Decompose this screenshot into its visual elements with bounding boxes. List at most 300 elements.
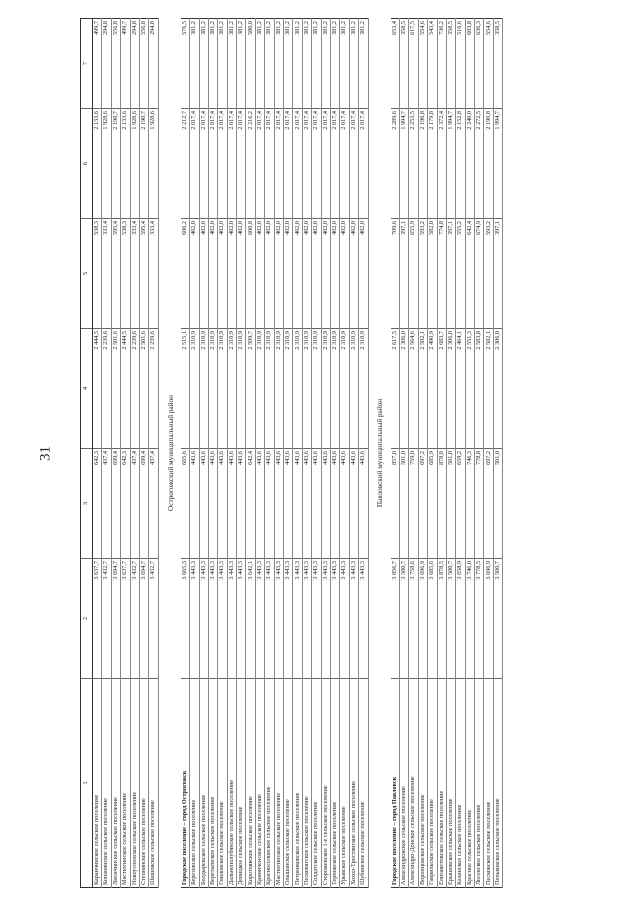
value-cell: 2 502,1 bbox=[484, 328, 492, 448]
table-row bbox=[237, 18, 246, 888]
value-cell: 3 443,3 bbox=[265, 558, 273, 678]
value-cell: 2 017,4 bbox=[218, 108, 226, 218]
table-row bbox=[494, 18, 503, 888]
settlement-name-cell: Шишовское сельское поселение bbox=[149, 678, 157, 888]
value-cell: 2 617,5 bbox=[391, 328, 399, 448]
value-cell: 617,5 bbox=[409, 18, 417, 108]
table-row bbox=[181, 18, 190, 888]
value-cell: 3 878,5 bbox=[438, 558, 446, 678]
column-header: 4 bbox=[81, 328, 92, 448]
value-cell: 699,4 bbox=[112, 448, 120, 558]
value-cell: 381,2 bbox=[209, 18, 217, 108]
value-cell: 2 017,4 bbox=[209, 108, 217, 218]
value-cell: 653,4 bbox=[391, 18, 399, 108]
value-cell: 3 500,7 bbox=[494, 558, 502, 678]
value-cell: 2 306,0 bbox=[447, 328, 455, 448]
settlement-name-cell: Мастюгинское сельское поселение bbox=[121, 678, 129, 888]
value-cell: 402,0 bbox=[200, 218, 208, 328]
table-row bbox=[312, 18, 321, 888]
value-cell: 2 272,5 bbox=[475, 108, 483, 218]
table-row bbox=[331, 18, 340, 888]
value-cell: 580,0 bbox=[246, 18, 254, 108]
value-cell: 294,8 bbox=[102, 18, 110, 108]
value-cell: 443,6 bbox=[293, 448, 301, 558]
value-cell: 2 310,9 bbox=[237, 328, 245, 448]
value-cell: 333,4 bbox=[131, 218, 139, 328]
value-cell: 2 179,8 bbox=[428, 108, 436, 218]
value-cell: 381,2 bbox=[350, 18, 358, 108]
value-cell: 2 017,4 bbox=[312, 108, 320, 218]
value-cell: 397,1 bbox=[400, 218, 408, 328]
value-cell: 3 443,3 bbox=[228, 558, 236, 678]
rotated-table-container bbox=[80, 18, 600, 888]
value-cell: 2 583,8 bbox=[475, 328, 483, 448]
value-cell: 2 502,1 bbox=[419, 328, 427, 448]
value-cell: 554,6 bbox=[419, 18, 427, 108]
value-cell: 2 310,9 bbox=[359, 328, 367, 448]
value-cell: 443,6 bbox=[340, 448, 348, 558]
value-cell: 443,6 bbox=[209, 448, 217, 558]
value-cell: 3 758,6 bbox=[409, 558, 417, 678]
table-row bbox=[293, 18, 302, 888]
value-cell: 443,6 bbox=[275, 448, 283, 558]
value-cell: 397,1 bbox=[447, 218, 455, 328]
value-cell: 2 310,9 bbox=[293, 328, 301, 448]
value-cell: 878,8 bbox=[438, 448, 446, 558]
value-cell: 402,0 bbox=[209, 218, 217, 328]
value-cell: 3 500,7 bbox=[447, 558, 455, 678]
settlement-name-cell: Пеньковское сельское поселение bbox=[494, 678, 502, 888]
value-cell: 685,9 bbox=[428, 448, 436, 558]
value-cell: 642,3 bbox=[121, 448, 129, 558]
value-cell: 381,2 bbox=[265, 18, 273, 108]
value-cell: 2 306,0 bbox=[494, 328, 502, 448]
value-cell: 556,8 bbox=[112, 18, 120, 108]
table-row bbox=[228, 18, 237, 888]
table-row bbox=[391, 18, 400, 888]
table-row bbox=[275, 18, 284, 888]
table-row bbox=[93, 18, 102, 888]
table-row bbox=[112, 18, 121, 888]
table-row bbox=[218, 18, 227, 888]
value-cell: 2 310,9 bbox=[350, 328, 358, 448]
value-cell: 2 017,4 bbox=[350, 108, 358, 218]
value-cell: 3 696,9 bbox=[484, 558, 492, 678]
settlement-name-cell: Дальнеполубянское сельское поселение bbox=[228, 678, 236, 888]
table-row bbox=[256, 18, 265, 888]
table-row bbox=[140, 18, 149, 888]
settlement-name-cell: Воронцовское сельское поселение bbox=[419, 678, 427, 888]
value-cell: 437,4 bbox=[102, 448, 110, 558]
table-row bbox=[428, 18, 437, 888]
value-cell: 665,6 bbox=[181, 448, 189, 558]
value-cell: 402,0 bbox=[190, 218, 198, 328]
value-cell: 642,4 bbox=[246, 448, 254, 558]
value-cell: 3 685,6 bbox=[428, 558, 436, 678]
value-cell: 554,6 bbox=[484, 18, 492, 108]
value-cell: 1 994,7 bbox=[447, 108, 455, 218]
value-cell: 381,2 bbox=[190, 18, 198, 108]
column-header: 3 bbox=[81, 448, 92, 558]
block-ostrogozhsk bbox=[181, 18, 369, 888]
value-cell: 2 490,9 bbox=[428, 328, 436, 448]
settlement-name-cell: Степнянское сельское поселение bbox=[140, 678, 148, 888]
value-cell: 3 856,7 bbox=[391, 558, 399, 678]
value-cell: 595,4 bbox=[140, 218, 148, 328]
value-cell: 636,3 bbox=[475, 18, 483, 108]
settlement-name-cell: Девицкое сельское поселение bbox=[237, 678, 245, 888]
value-cell: 3 443,3 bbox=[312, 558, 320, 678]
value-cell: 3 642,1 bbox=[246, 558, 254, 678]
value-cell: 443,6 bbox=[303, 448, 311, 558]
value-cell: 556,8 bbox=[140, 18, 148, 108]
settlement-name-cell: Александро-Донское сельское поселение bbox=[409, 678, 417, 888]
table-row bbox=[102, 18, 111, 888]
value-cell: 2 310,9 bbox=[284, 328, 292, 448]
value-cell: 3 500,7 bbox=[400, 558, 408, 678]
value-cell: 397,1 bbox=[494, 218, 502, 328]
value-cell: 2 310,9 bbox=[303, 328, 311, 448]
value-cell: 2 464,1 bbox=[456, 328, 464, 448]
value-cell: 1 994,7 bbox=[494, 108, 502, 218]
value-cell: 2 017,4 bbox=[256, 108, 264, 218]
settlement-name-cell: Терновское сельское поселение bbox=[331, 678, 339, 888]
value-cell: 3 637,7 bbox=[93, 558, 101, 678]
value-cell: 499,7 bbox=[93, 18, 101, 108]
value-cell: 3 443,3 bbox=[190, 558, 198, 678]
value-cell: 699,4 bbox=[140, 448, 148, 558]
value-cell: 402,0 bbox=[303, 218, 311, 328]
value-cell: 2 190,8 bbox=[484, 108, 492, 218]
settlement-name-cell: Гаврильское сельское поселение bbox=[428, 678, 436, 888]
settlement-name-cell: Песковское сельское поселение bbox=[484, 678, 492, 888]
value-cell: 2 310,9 bbox=[209, 328, 217, 448]
value-cell: 593,2 bbox=[484, 218, 492, 328]
table-row bbox=[340, 18, 349, 888]
column-header: 5 bbox=[81, 218, 92, 328]
block-top bbox=[93, 18, 159, 888]
value-cell: 2 017,4 bbox=[322, 108, 330, 218]
value-cell: 2 310,9 bbox=[275, 328, 283, 448]
value-cell: 538,3 bbox=[121, 218, 129, 328]
value-cell: 603,8 bbox=[466, 18, 474, 108]
value-cell: 1 928,6 bbox=[102, 108, 110, 218]
value-cell: 3 746,0 bbox=[466, 558, 474, 678]
value-cell: 2 017,4 bbox=[340, 108, 348, 218]
value-cell: 2 306,0 bbox=[400, 328, 408, 448]
value-cell: 655,9 bbox=[409, 218, 417, 328]
table-row bbox=[190, 18, 199, 888]
table-row bbox=[400, 18, 409, 888]
value-cell: 381,2 bbox=[228, 18, 236, 108]
value-cell: 294,8 bbox=[149, 18, 157, 108]
settlement-name-cell: Лосевское сельское поселение bbox=[475, 678, 483, 888]
value-cell: 3 443,3 bbox=[293, 558, 301, 678]
value-cell: 2 310,9 bbox=[340, 328, 348, 448]
value-cell: 402,0 bbox=[331, 218, 339, 328]
value-cell: 2 310,9 bbox=[312, 328, 320, 448]
value-cell: 381,2 bbox=[284, 18, 292, 108]
value-cell: 642,4 bbox=[466, 218, 474, 328]
value-cell: 381,2 bbox=[218, 18, 226, 108]
value-cell: 2 289,6 bbox=[391, 108, 399, 218]
table-row bbox=[456, 18, 465, 888]
settlement-name-cell: Березовское сельское поселение bbox=[190, 678, 198, 888]
column-header: 2 bbox=[81, 558, 92, 678]
table-row bbox=[359, 18, 368, 888]
value-cell: 3 443,3 bbox=[340, 558, 348, 678]
value-cell: 674,9 bbox=[475, 218, 483, 328]
value-cell: 1 994,7 bbox=[400, 108, 408, 218]
table-row bbox=[466, 18, 475, 888]
value-cell: 3 443,3 bbox=[200, 558, 208, 678]
value-cell: 402,0 bbox=[218, 218, 226, 328]
value-cell: 3 432,7 bbox=[149, 558, 157, 678]
value-cell: 381,2 bbox=[293, 18, 301, 108]
value-cell: 2 501,6 bbox=[112, 328, 120, 448]
value-cell: 2 017,4 bbox=[200, 108, 208, 218]
value-cell: 3 443,3 bbox=[331, 558, 339, 678]
value-cell: 443,6 bbox=[350, 448, 358, 558]
settlement-name-cell: Петренковское сельское поселение bbox=[293, 678, 301, 888]
section-title-ostrogozhsk: Острогожский муниципальный район bbox=[166, 395, 175, 511]
value-cell: 593,2 bbox=[419, 218, 427, 328]
value-cell: 443,6 bbox=[312, 448, 320, 558]
value-cell: 3 443,3 bbox=[275, 558, 283, 678]
value-cell: 3 443,3 bbox=[322, 558, 330, 678]
value-cell: 538,3 bbox=[93, 218, 101, 328]
value-cell: 2 310,9 bbox=[228, 328, 236, 448]
value-cell: 2 017,4 bbox=[275, 108, 283, 218]
value-cell: 642,3 bbox=[93, 448, 101, 558]
value-cell: 381,2 bbox=[275, 18, 283, 108]
settlement-name-cell: Криниченское сельское поселение bbox=[256, 678, 264, 888]
value-cell: 3 694,7 bbox=[112, 558, 120, 678]
value-cell: 2 509,7 bbox=[246, 328, 254, 448]
value-cell: 501,0 bbox=[447, 448, 455, 558]
value-cell: 2 017,4 bbox=[284, 108, 292, 218]
value-cell: 443,6 bbox=[237, 448, 245, 558]
value-cell: 402,0 bbox=[312, 218, 320, 328]
value-cell: 3 443,3 bbox=[218, 558, 226, 678]
table-row bbox=[484, 18, 493, 888]
table-row bbox=[303, 18, 312, 888]
value-cell: 659,2 bbox=[456, 448, 464, 558]
value-cell: 443,6 bbox=[256, 448, 264, 558]
column-header: 6 bbox=[81, 108, 92, 218]
value-cell: 3 443,3 bbox=[284, 558, 292, 678]
value-cell: 402,0 bbox=[340, 218, 348, 328]
page-number: 31 bbox=[37, 446, 54, 461]
settlement-name-cell: Елизаветовское сельское поселение bbox=[438, 678, 446, 888]
value-cell: 2 551,3 bbox=[466, 328, 474, 448]
value-cell: 381,2 bbox=[200, 18, 208, 108]
value-cell: 2 017,4 bbox=[228, 108, 236, 218]
value-cell: 774,8 bbox=[438, 218, 446, 328]
value-cell: 2 216,2 bbox=[246, 108, 254, 218]
value-cell: 443,6 bbox=[322, 448, 330, 558]
data-table bbox=[80, 18, 503, 888]
value-cell: 402,0 bbox=[322, 218, 330, 328]
value-cell: 3 696,9 bbox=[419, 558, 427, 678]
value-cell: 443,6 bbox=[331, 448, 339, 558]
value-cell: 501,0 bbox=[494, 448, 502, 558]
settlement-name-cell: Болдыревское сельское поселение bbox=[200, 678, 208, 888]
value-cell: 2 239,6 bbox=[149, 328, 157, 448]
section-title-pavlovsk: Павловский муниципальный район bbox=[376, 398, 385, 508]
value-cell: 443,6 bbox=[228, 448, 236, 558]
value-cell: 402,0 bbox=[237, 218, 245, 328]
value-cell: 499,7 bbox=[121, 18, 129, 108]
settlement-name-cell: Ерышовское сельское поселение bbox=[447, 678, 455, 888]
table-row bbox=[447, 18, 456, 888]
value-cell: 2 017,4 bbox=[265, 108, 273, 218]
value-cell: 443,6 bbox=[200, 448, 208, 558]
value-cell: 402,0 bbox=[256, 218, 264, 328]
value-cell: 582,0 bbox=[428, 218, 436, 328]
value-cell: 358,5 bbox=[494, 18, 502, 108]
value-cell: 516,6 bbox=[456, 18, 464, 108]
value-cell: 443,6 bbox=[284, 448, 292, 558]
value-cell: 333,4 bbox=[102, 218, 110, 328]
settlement-name-cell: Сторожевское 1-е сельское поселение bbox=[322, 678, 330, 888]
value-cell: 381,2 bbox=[312, 18, 320, 108]
value-cell: 600,8 bbox=[246, 218, 254, 328]
value-cell: 381,2 bbox=[303, 18, 311, 108]
value-cell: 381,2 bbox=[359, 18, 367, 108]
value-cell: 2 017,4 bbox=[331, 108, 339, 218]
value-cell: 2 017,4 bbox=[303, 108, 311, 218]
value-cell: 746,3 bbox=[466, 448, 474, 558]
value-cell: 402,0 bbox=[359, 218, 367, 328]
settlement-name-cell: Веретьевское сельское поселение bbox=[209, 678, 217, 888]
value-cell: 1 928,6 bbox=[131, 108, 139, 218]
value-cell: 2 683,7 bbox=[438, 328, 446, 448]
value-cell: 709,6 bbox=[391, 218, 399, 328]
value-cell: 2 310,9 bbox=[256, 328, 264, 448]
value-cell: 381,2 bbox=[237, 18, 245, 108]
settlement-name-cell: Мастюгинское сельское поселение bbox=[275, 678, 283, 888]
value-cell: 402,0 bbox=[275, 218, 283, 328]
table-row bbox=[149, 18, 158, 888]
value-cell: 2 190,8 bbox=[419, 108, 427, 218]
value-cell: 2 310,9 bbox=[331, 328, 339, 448]
table-row bbox=[475, 18, 484, 888]
settlement-name-cell: Красноселовское сельское поселение bbox=[265, 678, 273, 888]
value-cell: 2 190,7 bbox=[112, 108, 120, 218]
settlement-name-cell: Солдатское сельское поселение bbox=[312, 678, 320, 888]
value-cell: 3 665,3 bbox=[181, 558, 189, 678]
value-cell: 402,0 bbox=[228, 218, 236, 328]
value-cell: 3 443,3 bbox=[237, 558, 245, 678]
value-cell: 2 253,5 bbox=[409, 108, 417, 218]
value-cell: 381,2 bbox=[331, 18, 339, 108]
value-cell: 2 190,7 bbox=[140, 108, 148, 218]
settlement-name-cell: Урывское сельское поселение bbox=[340, 678, 348, 888]
value-cell: 402,0 bbox=[293, 218, 301, 328]
value-cell: 402,0 bbox=[265, 218, 273, 328]
settlement-name-cell: Коротоякское сельское поселение bbox=[246, 678, 254, 888]
value-cell: 402,0 bbox=[284, 218, 292, 328]
settlement-name-cell: Караичинское сельское поселение bbox=[93, 678, 101, 888]
table-row bbox=[131, 18, 140, 888]
table-row bbox=[419, 18, 428, 888]
value-cell: 381,2 bbox=[322, 18, 330, 108]
value-cell: 3 443,3 bbox=[209, 558, 217, 678]
settlement-name-cell: Александровское сельское поселение bbox=[400, 678, 408, 888]
settlement-name-cell: Ольшанское сельское поселение bbox=[284, 678, 292, 888]
value-cell: 2 212,7 bbox=[181, 108, 189, 218]
value-cell: 2 152,8 bbox=[456, 108, 464, 218]
value-cell: 443,6 bbox=[359, 448, 367, 558]
value-cell: 294,8 bbox=[131, 18, 139, 108]
value-cell: 2 444,5 bbox=[121, 328, 129, 448]
value-cell: 2 444,5 bbox=[93, 328, 101, 448]
value-cell: 2 310,9 bbox=[190, 328, 198, 448]
table-row bbox=[200, 18, 209, 888]
value-cell: 595,4 bbox=[112, 218, 120, 328]
value-cell: 443,6 bbox=[190, 448, 198, 558]
value-cell: 576,5 bbox=[181, 18, 189, 108]
value-cell: 2 240,0 bbox=[466, 108, 474, 218]
value-cell: 358,5 bbox=[447, 18, 455, 108]
table-row bbox=[265, 18, 274, 888]
value-cell: 2 372,4 bbox=[438, 108, 446, 218]
value-cell: 2 239,6 bbox=[102, 328, 110, 448]
settlement-name-cell: Копанянское сельское поселение bbox=[102, 678, 110, 888]
value-cell: 2 515,1 bbox=[181, 328, 189, 448]
value-cell: 606,2 bbox=[181, 218, 189, 328]
value-cell: 759,0 bbox=[409, 448, 417, 558]
value-cell: 778,8 bbox=[475, 448, 483, 558]
value-cell: 3 637,7 bbox=[121, 558, 129, 678]
value-cell: 2 310,9 bbox=[322, 328, 330, 448]
settlement-name-cell: Гниловское сельское поселение bbox=[218, 678, 226, 888]
value-cell: 2 501,6 bbox=[140, 328, 148, 448]
value-cell: 3 443,3 bbox=[350, 558, 358, 678]
settlement-name-cell: Лисичинское сельское поселение bbox=[112, 678, 120, 888]
value-cell: 2 017,4 bbox=[237, 108, 245, 218]
value-cell: 2 017,4 bbox=[359, 108, 367, 218]
column-header: 7 bbox=[81, 18, 92, 108]
table-row bbox=[322, 18, 331, 888]
value-cell: 697,2 bbox=[419, 448, 427, 558]
settlement-name-cell: Красное сельское поселение bbox=[466, 678, 474, 888]
value-cell: 2 017,4 bbox=[190, 108, 198, 218]
value-cell: 2 310,9 bbox=[200, 328, 208, 448]
value-cell: 3 443,3 bbox=[359, 558, 367, 678]
value-cell: 2 133,6 bbox=[93, 108, 101, 218]
column-header: 1 bbox=[81, 678, 92, 888]
value-cell: 3 658,9 bbox=[456, 558, 464, 678]
value-cell: 501,0 bbox=[400, 448, 408, 558]
table-row bbox=[121, 18, 130, 888]
value-cell: 2 133,6 bbox=[121, 108, 129, 218]
settlement-name-cell: Шубинское сельское поселение bbox=[359, 678, 367, 888]
value-cell: 697,2 bbox=[484, 448, 492, 558]
value-cell: 443,6 bbox=[218, 448, 226, 558]
table-row bbox=[209, 18, 218, 888]
value-cell: 2 017,4 bbox=[293, 108, 301, 218]
value-cell: 437,4 bbox=[131, 448, 139, 558]
value-cell: 443,6 bbox=[265, 448, 273, 558]
value-cell: 2 239,6 bbox=[131, 328, 139, 448]
table-row bbox=[409, 18, 418, 888]
value-cell: 381,2 bbox=[340, 18, 348, 108]
table-row bbox=[246, 18, 255, 888]
value-cell: 3 778,5 bbox=[475, 558, 483, 678]
value-cell: 1 928,6 bbox=[149, 108, 157, 218]
